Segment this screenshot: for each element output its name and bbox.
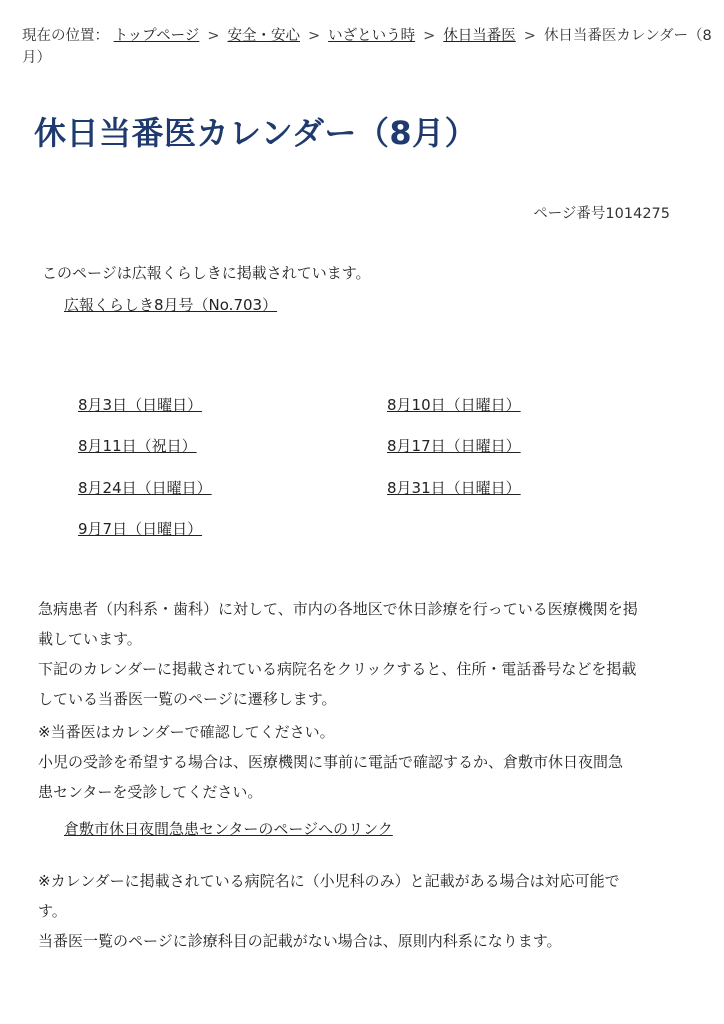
date-link-aug-10[interactable]: 8月10日（日曜日） [387, 396, 521, 414]
text-line: 急病患者（内科系・歯科）に対して、市内の各地区で休日診療を行っている医療機関を掲 [38, 600, 638, 618]
breadcrumb-separator: > [523, 28, 536, 44]
breadcrumb-item-safety[interactable]: 安全・安心 [227, 28, 300, 44]
date-link-aug-31[interactable]: 8月31日（日曜日） [387, 479, 521, 497]
breadcrumb-separator: > [207, 28, 220, 44]
text-line: ※カレンダーに掲載されている病院名に（小児科のみ）と記載がある場合は対応可能で [38, 872, 620, 890]
breadcrumb-item-emergency[interactable]: いざという時 [328, 28, 416, 44]
breadcrumb-current: 休日当番医カレンダー（8月） [22, 28, 712, 66]
description-paragraph [38, 594, 688, 714]
breadcrumb-separator: > [307, 28, 321, 44]
page-number: ページ番号1014275 [533, 206, 670, 222]
date-link-aug-17[interactable]: 8月17日（日曜日） [387, 437, 521, 455]
breadcrumb [22, 25, 712, 69]
date-link-aug-24[interactable]: 8月24日（日曜日） [78, 479, 212, 497]
intro-text: このページは広報くらしきに掲載されています。 [42, 264, 371, 282]
text-line: 患センターを受診してください。 [38, 783, 263, 801]
note-paragraph [38, 717, 688, 807]
breadcrumb-item-holiday-doctor[interactable]: 休日当番医 [443, 28, 516, 44]
text-line: している当番医一覧のページに遷移します。 [38, 690, 337, 708]
text-line: 下記のカレンダーに掲載されている病院名をクリックすると、住所・電話番号などを掲載 [38, 660, 637, 678]
pediatric-note-paragraph [38, 866, 688, 956]
text-line: 載しています。 [38, 630, 142, 648]
text-line: ※当番医はカレンダーで確認してください。 [38, 723, 335, 741]
text-line: 小児の受診を希望する場合は、医療機関に事前に電話で確認するか、倉敷市休日夜間急 [38, 753, 624, 771]
emergency-center-link[interactable]: 倉敷市休日夜間急患センターのページへのリンク [64, 820, 393, 838]
text-line: 当番医一覧のページに診療科目の記載がない場合は、原則内科系になります。 [38, 932, 562, 950]
page-title: 休日当番医カレンダー（8月） [34, 114, 478, 152]
breadcrumb-label: 現在の位置： [22, 28, 109, 44]
breadcrumb-item-top[interactable]: トップページ [113, 28, 200, 44]
breadcrumb-separator: > [423, 28, 436, 44]
date-link-aug-11[interactable]: 8月11日（祝日） [78, 437, 197, 455]
date-link-sep-7[interactable]: 9月7日（日曜日） [78, 520, 203, 538]
text-line: す。 [38, 902, 67, 920]
issue-link[interactable]: 広報くらしき8月号（No.703） [64, 296, 278, 314]
date-link-aug-3[interactable]: 8月3日（日曜日） [78, 396, 203, 414]
